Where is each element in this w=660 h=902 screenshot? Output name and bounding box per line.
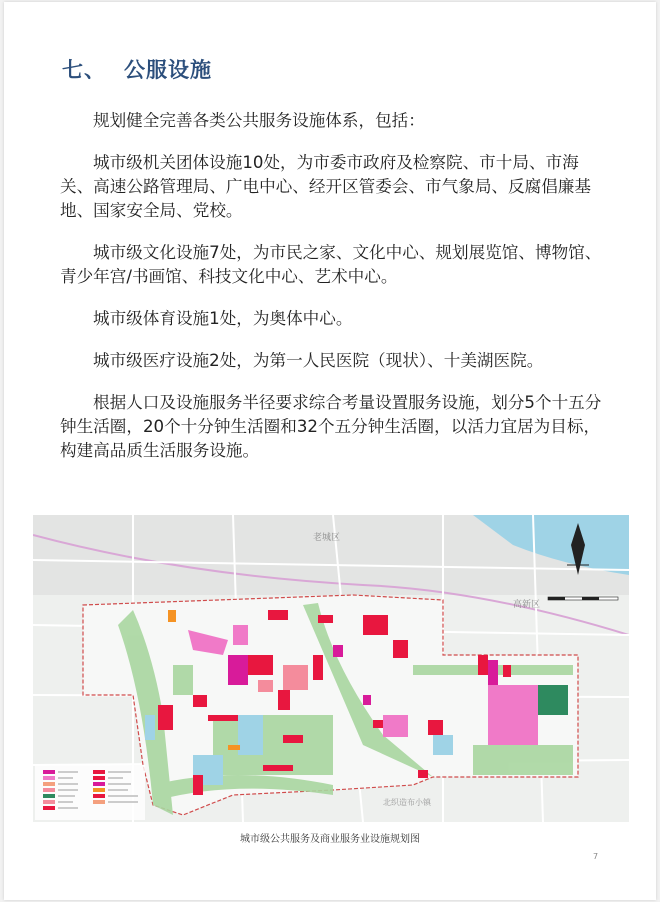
map-label-south: 北织造布小镇 bbox=[383, 798, 431, 807]
paragraph-culture: 城市级文化设施7处，为市民之家、文化中心、规划展览馆、博物馆、青少年宫/书画馆、科技文化中心、艺术中心。 bbox=[60, 243, 602, 286]
scale-bar bbox=[548, 597, 618, 600]
map-label-north: 老城区 bbox=[313, 533, 341, 543]
body-text bbox=[60, 109, 608, 481]
paragraph-admin: 城市级机关团体设施10处，为市委市政府及检察院、市十局、市海关、高速公路管理局、广电中心、经开区管委会、市气象局、反腐倡廉基地、国家安全局、党校。 bbox=[60, 153, 591, 220]
section-heading bbox=[62, 54, 230, 84]
paragraph-medical: 城市级医疗设施2处，为第一人民医院（现状）、十美湖医院。 bbox=[93, 351, 544, 370]
facility-planning-map bbox=[33, 515, 629, 822]
document-page bbox=[4, 2, 656, 900]
paragraph-life-circles: 根据人口及设施服务半径要求综合考量设置服务设施，划分5个十五分钟生活圈，20个十分钟生活圈和32个五分钟生活圈，以活力宜居为目标，构建高品质生活服务设施。 bbox=[60, 393, 602, 460]
figure-caption: 城市级公共服务及商业服务业设施规划图 bbox=[240, 834, 420, 845]
paragraph-intro: 规划健全完善各类公共服务设施体系，包括： bbox=[93, 111, 425, 130]
paragraph-sports: 城市级体育设施1处，为奥体中心。 bbox=[93, 309, 353, 328]
section-number: 七、 bbox=[62, 58, 106, 82]
page-number: 7 bbox=[593, 852, 599, 861]
section-title: 公服设施 bbox=[124, 58, 212, 82]
map-legend bbox=[35, 765, 145, 820]
map-label-east: 高新区 bbox=[513, 600, 541, 610]
